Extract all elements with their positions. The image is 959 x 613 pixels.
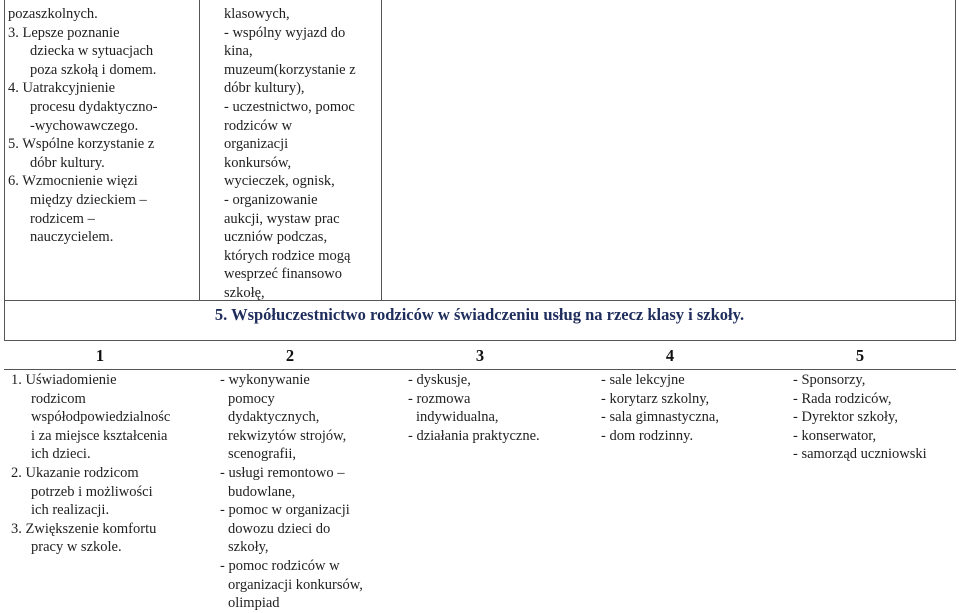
- top-col2-line: muzeum(korzystanie z: [224, 61, 356, 78]
- bottom-col5-line: - samorząd uczniowski: [793, 446, 927, 463]
- bottom-col5-line: - Sponsorzy,: [793, 372, 866, 388]
- top-col1-line: 6. Wzmocnienie więzi: [8, 173, 138, 190]
- bottom-col3-cell: [408, 371, 593, 445]
- bottom-col1-line: ich realizacji.: [31, 502, 110, 519]
- column-number-1: 1: [95, 346, 105, 365]
- top-col1-line: nauczycielem.: [30, 229, 114, 246]
- bottom-col2-line: szkoły,: [228, 539, 269, 556]
- bottom-col1-line: współodpowiedzialnośc: [31, 409, 171, 426]
- bottom-col1-line: potrzeb i możliwości: [31, 483, 153, 500]
- column-number-3: 3: [475, 346, 485, 365]
- top-col1-line: procesu dydaktyczno-: [30, 98, 158, 115]
- bottom-col4-line: - sale lekcyjne: [601, 372, 685, 388]
- top-col2-line: wesprzeć finansowo: [224, 266, 342, 283]
- bottom-col3-line: indywidualna,: [416, 409, 499, 426]
- top-col1-line: pozaszkolnych.: [8, 6, 98, 22]
- bottom-col2-line: olimpiad: [228, 595, 280, 612]
- top-col1-line: -wychowawczego.: [30, 117, 139, 134]
- top-col2-line: kina,: [224, 43, 253, 60]
- top-table-bottom-border: [4, 340, 956, 341]
- bottom-col3-line: - dyskusje,: [408, 372, 471, 388]
- top-col2-line: organizacji: [224, 136, 289, 153]
- top-col2-line: uczniów podczas,: [224, 229, 328, 246]
- top-table-left-border: [4, 0, 5, 340]
- bottom-col3-line: - działania praktyczne.: [408, 427, 540, 444]
- bottom-col4-cell: [601, 371, 781, 445]
- bottom-col2-line: - pomoc w organizacji: [220, 502, 350, 519]
- bottom-col5-line: - konserwator,: [793, 427, 877, 444]
- top-col1-cell: [8, 5, 196, 247]
- bottom-col3-line: - rozmowa: [408, 390, 471, 407]
- bottom-col1-line: rodzicom: [31, 390, 86, 407]
- bottom-col1-line: 3. Zwiększenie komfortu: [11, 520, 157, 537]
- top-col2-line: konkursów,: [224, 154, 292, 171]
- bottom-col5-line: - Rada rodziców,: [793, 390, 892, 407]
- top-col1-line: 4. Uatrakcyjnienie: [8, 80, 116, 97]
- top-col2-line: rodziców w: [224, 117, 293, 134]
- top-col1-line: między dzieckiem –: [30, 191, 147, 208]
- top-col2-line: szkołę,: [224, 284, 265, 301]
- top-col2-cell: [224, 5, 380, 303]
- column-number-2: 2: [285, 346, 295, 365]
- top-col1-line: 5. Wspólne korzystanie z: [8, 136, 155, 153]
- bottom-col1-line: 2. Ukazanie rodzicom: [11, 464, 139, 481]
- top-col1-line: dziecka w sytuacjach: [30, 43, 154, 60]
- top-table-row-line: [4, 300, 956, 301]
- bottom-col1-line: i za miejsce kształcenia: [31, 427, 168, 444]
- top-col2-line: klasowych,: [224, 6, 290, 22]
- column-number-5: 5: [855, 346, 865, 365]
- column-number-4: 4: [665, 346, 675, 365]
- bottom-col4-line: - sala gimnastyczna,: [601, 409, 719, 426]
- bottom-col2-line: - wykonywanie: [220, 372, 310, 388]
- bottom-col2-cell: [220, 371, 390, 613]
- bottom-col2-line: - usługi remontowo –: [220, 464, 345, 481]
- top-col1-line: poza szkołą i domem.: [30, 61, 157, 78]
- bottom-col4-line: - dom rodzinny.: [601, 427, 694, 444]
- top-col1-line: rodzicem –: [30, 210, 95, 227]
- top-col1-line: dóbr kultury.: [30, 154, 105, 171]
- top-col2-line: - uczestnictwo, pomoc: [224, 98, 355, 115]
- bottom-col2-line: organizacji konkursów,: [228, 576, 363, 593]
- bottom-col2-line: - pomoc rodziców w: [220, 557, 340, 574]
- top-col1-line: 3. Lepsze poznanie: [8, 24, 120, 41]
- bottom-col1-line: ich dzieci.: [31, 446, 91, 463]
- top-col2-line: - wspólny wyjazd do: [224, 24, 346, 41]
- bottom-col2-line: rekwizytów strojów,: [228, 427, 347, 444]
- top-table-divider-1: [199, 0, 200, 300]
- bottom-col4-line: - korytarz szkolny,: [601, 390, 710, 407]
- bottom-col5-cell: [793, 371, 957, 464]
- top-col2-line: aukcji, wystaw prac: [224, 210, 340, 227]
- bottom-col2-line: budowlane,: [228, 483, 296, 500]
- section-title: 5. Współuczestnictwo rodziców w świadczeniu usług na rzecz klasy i szkoły.: [214, 305, 745, 324]
- bottom-col2-line: dydaktycznych,: [228, 409, 320, 426]
- top-table-divider-2: [381, 0, 382, 300]
- bottom-col2-line: dowozu dzieci do: [228, 520, 331, 537]
- top-col2-line: - organizowanie: [224, 191, 318, 208]
- bottom-col1-line: pracy w szkole.: [31, 539, 122, 556]
- bottom-col5-line: - Dyrektor szkoły,: [793, 409, 898, 426]
- bottom-col2-line: pomocy: [228, 390, 275, 407]
- bottom-col1-line: 1. Uświadomienie: [11, 372, 117, 388]
- top-col2-line: dóbr kultury),: [224, 80, 305, 97]
- top-col2-line: których rodzice mogą: [224, 247, 351, 264]
- bottom-col2-line: scenografii,: [228, 446, 297, 463]
- bottom-col1-cell: [11, 371, 199, 557]
- top-col2-line: wycieczek, ognisk,: [224, 173, 335, 190]
- bottom-table-row-line: [4, 369, 956, 370]
- top-table-right-border: [955, 0, 956, 340]
